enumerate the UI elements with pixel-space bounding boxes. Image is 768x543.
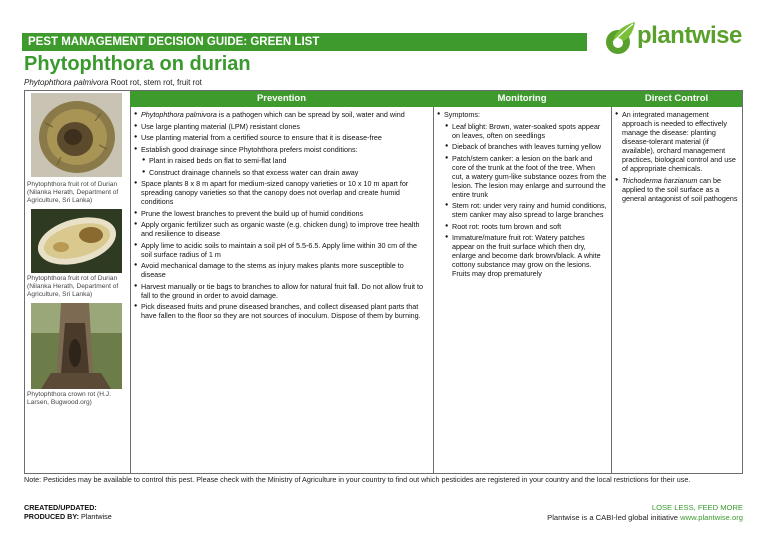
durian-fruit-rot-photo-icon — [31, 93, 122, 177]
monitoring-list — [433, 107, 611, 278]
list-item — [445, 201, 607, 219]
list-item-text: Construct drainage channels so that excess water can drain away — [149, 167, 359, 177]
list-item-text: Patch/stem canker: a lesion on the bark and core of the trunk at the foot of the tree. When cut, a watery gum-like substance oozes from the lesion. The lesion may enlarge and surround the entire trunk — [452, 153, 607, 199]
list-item-text: Harvest manually or tie bags to branches to allow for natural fruit fall. Do not allow fruit to fall to the ground in order to avoid damage. — [141, 281, 424, 300]
leaf-icon — [603, 20, 637, 56]
cabi-text: Plantwise is a CABI-led global initiative — [547, 513, 678, 522]
list-item — [142, 156, 429, 165]
durian-fruit-rot-photo-icon — [31, 209, 122, 273]
list-item-text: Root rot: roots turn brown and soft — [452, 221, 562, 231]
list-item-text: An integrated management approach is needed to effectively manage the disease: planting disease-tolerant material (if available), orchard management practices, biological control and use of appropriate chemicals. — [622, 110, 736, 173]
list-item-text: Immature/mature fruit rot: Watery patches appear on the fruit surface which then dry, enlarge and become dark brown/black. A white cottony substance may grow on the lesions. Fruits may drop prematurely — [452, 233, 601, 278]
images-column — [25, 91, 131, 473]
monitoring-header: Monitoring — [433, 91, 611, 107]
species-name: Trichoderma harzianum — [622, 175, 698, 185]
cabi-line — [547, 513, 743, 522]
produced-by — [24, 512, 112, 521]
list-item-text: Space plants 8 x 8 m apart for medium-sized canopy varieties or 10 x 10 m apart for spreading canopy varieties so that the canopy does not overlap and create humid conditions — [141, 179, 409, 206]
list-item-text: Apply organic fertilizer such as organic waste (e.g. chicken dung) to improve tree health and resilience to disease — [141, 220, 420, 238]
crown-rot-image — [31, 303, 122, 389]
list-item-text: Stem rot: under very rainy and humid conditions, stem canker may also spread to large branches — [452, 201, 607, 219]
list-item — [134, 241, 429, 259]
list-item-text: Use planting material from a certified source to ensure that it is disease-free — [141, 133, 382, 142]
fruit-rot-image-2 — [31, 209, 122, 273]
prevention-header: Prevention — [130, 91, 433, 107]
list-item-text: can be applied to the soil surface as a general antagonist of soil pathogens — [622, 175, 738, 203]
list-item-text: Use large planting material (LPM) resistant clones — [141, 121, 300, 131]
list-item-text: Prune the lowest branches to prevent the build up of humid conditions — [141, 208, 364, 218]
list-item — [437, 110, 607, 119]
list-item — [134, 145, 429, 154]
list-item-text: Plant in raised beds on flat to semi-flat land — [149, 156, 287, 165]
list-item-text: Symptoms: — [444, 110, 480, 119]
crown-rot-photo-icon — [31, 303, 122, 389]
list-item-text: Apply lime to acidic soils to maintain a soil pH of 5.5-6.5. Apply lime within 30 cm of the soil surface radius of 1 m — [141, 240, 418, 259]
direct-control-column — [611, 91, 742, 473]
plantwise-logo — [603, 20, 753, 56]
pesticide-note: Note: Pesticides may be available to control this pest. Please check with the Ministry of Agriculture in your country to find out which pesticides are registered in your country and the local restrictions for their use. — [24, 475, 691, 484]
list-item — [134, 220, 429, 238]
list-item — [445, 154, 607, 199]
list-item — [134, 133, 429, 142]
produced-label: PRODUCED BY: — [24, 512, 79, 521]
image-caption-3: Phytophthora crown rot (H.J. Larsen, Bugwood.org) — [27, 391, 111, 406]
list-item — [445, 142, 607, 151]
fruit-rot-image-1 — [31, 93, 122, 177]
monitoring-column — [433, 91, 612, 473]
list-item-text: Avoid mechanical damage to the stems as injury makes plants more susceptible to disease — [141, 261, 404, 279]
list-item — [134, 179, 429, 206]
list-item — [445, 222, 607, 231]
page-title: Phytophthora on durian — [24, 53, 251, 75]
list-item-text: Dieback of branches with leaves turning yellow — [452, 142, 602, 151]
slogan: LOSE LESS, FEED MORE — [651, 503, 743, 512]
image-caption-2: Phytophthora fruit rot of Durian (Nilanka Herath, Department of Agriculture, Sri Lanka) — [27, 275, 119, 298]
direct-control-header: Direct Control — [611, 91, 742, 107]
list-item — [134, 110, 429, 119]
credits — [24, 503, 112, 521]
species-name: Phytophthora palmivora — [141, 110, 217, 119]
page-subtitle — [24, 78, 202, 87]
list-item-text: Leaf blight: Brown, water-soaked spots appear on leaves, often on seedlings — [452, 121, 601, 140]
list-item — [134, 122, 429, 131]
direct-control-list — [611, 107, 742, 203]
subtitle-species: Phytophthora palmivora — [24, 78, 109, 87]
guide-banner: PEST MANAGEMENT DECISION GUIDE: GREEN LIST — [22, 33, 587, 51]
list-item — [134, 282, 429, 300]
list-item — [615, 110, 738, 173]
list-item — [142, 168, 429, 177]
prevention-column — [130, 91, 434, 473]
logo-wordmark: plantwise — [637, 22, 742, 49]
subtitle-common-names: Root rot, stem rot, fruit rot — [108, 78, 202, 87]
list-item — [445, 233, 607, 278]
list-item — [134, 302, 429, 320]
website-link[interactable]: www.plantwise.org — [680, 513, 743, 522]
list-item-text: is a pathogen which can be spread by soil, water and wind — [216, 110, 405, 119]
list-item — [134, 261, 429, 279]
image-caption-1: Phytophthora fruit rot of Durian (Nilanka Herath, Department of Agriculture, Sri Lanka) — [27, 181, 119, 204]
list-item-text: Pick diseased fruits and prune diseased branches, and collect diseased plant parts that have fallen to the floor so they are not sources of inoculum. Dispose of them by burning. — [141, 302, 421, 320]
decision-table — [24, 90, 743, 474]
produced-value: Plantwise — [80, 512, 112, 521]
list-item — [445, 122, 607, 140]
created-label: CREATED/UPDATED: — [24, 503, 97, 512]
prevention-list — [130, 107, 433, 320]
list-item-text: Establish good drainage since Phytohthora prefers moist conditions: — [141, 144, 358, 154]
list-item — [615, 176, 738, 203]
list-item — [134, 209, 429, 218]
